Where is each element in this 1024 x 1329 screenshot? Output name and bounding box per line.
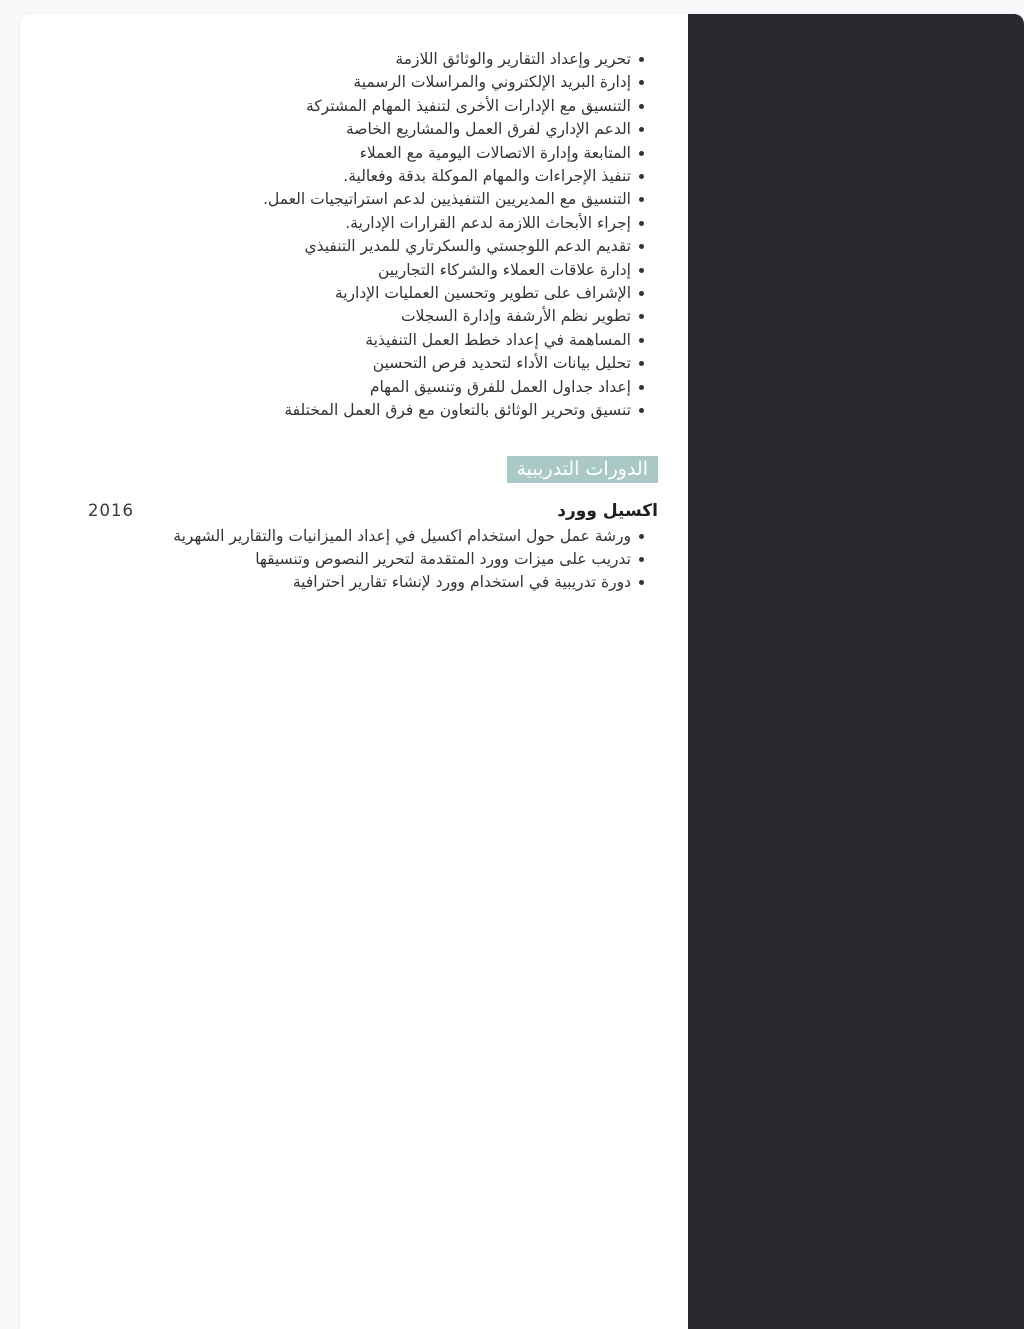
list-item: إدارة البريد الإلكتروني والمراسلات الرسمية — [50, 71, 645, 94]
course-header-row — [88, 498, 658, 524]
list-item: تحليل بيانات الأداء لتحديد فرص التحسين — [50, 352, 645, 375]
list-item: تحرير وإعداد التقارير والوثائق اللازمة — [50, 48, 645, 71]
list-item: تنسيق وتحرير الوثائق بالتعاون مع فرق العمل المختلفة — [50, 399, 645, 422]
list-item: ورشة عمل حول استخدام اكسيل في إعداد الميزانيات والتقارير الشهرية — [50, 525, 645, 548]
resume-main-column — [20, 14, 688, 1329]
list-item: دورة تدريبية في استخدام وورد لإنشاء تقارير احترافية — [50, 571, 645, 594]
list-item: إجراء الأبحاث اللازمة لدعم القرارات الإدارية. — [50, 212, 645, 235]
list-item: التنسيق مع المديريين التنفيذيين لدعم استراتيجيات العمل. — [50, 188, 645, 211]
list-item: التنسيق مع الإدارات الأخرى لتنفيذ المهام المشتركة — [50, 95, 645, 118]
course-title: اكسيل وورد — [557, 500, 658, 521]
list-item: إعداد جداول العمل للفرق وتنسيق المهام — [50, 376, 645, 399]
list-item: تدريب على ميزات وورد المتقدمة لتحرير النصوص وتنسيقها — [50, 548, 645, 571]
list-item: تنفيذ الإجراءات والمهام الموكلة بدقة وفعالية. — [50, 165, 645, 188]
course-year: 2016 — [88, 500, 134, 520]
list-item: تطوير نظم الأرشفة وإدارة السجلات — [50, 305, 645, 328]
training-section-title: الدورات التدريبية — [507, 456, 659, 483]
list-item: إدارة علاقات العملاء والشركاء التجاريين — [50, 259, 645, 282]
list-item: المتابعة وإدارة الاتصالات اليومية مع العملاء — [50, 142, 645, 165]
duties-list — [20, 48, 688, 423]
course-bullets-list — [20, 525, 688, 595]
training-section-header-row — [20, 456, 688, 483]
list-item: الإشراف على تطوير وتحسين العمليات الإدارية — [50, 282, 645, 305]
resume-card — [20, 14, 1024, 1329]
sidebar-panel — [688, 14, 1024, 1329]
list-item: الدعم الإداري لفرق العمل والمشاريع الخاصة — [50, 118, 645, 141]
list-item: تقديم الدعم اللوجستي والسكرتاري للمدير التنفيذي — [50, 235, 645, 258]
list-item: المساهمة في إعداد خطط العمل التنفيذية — [50, 329, 645, 352]
